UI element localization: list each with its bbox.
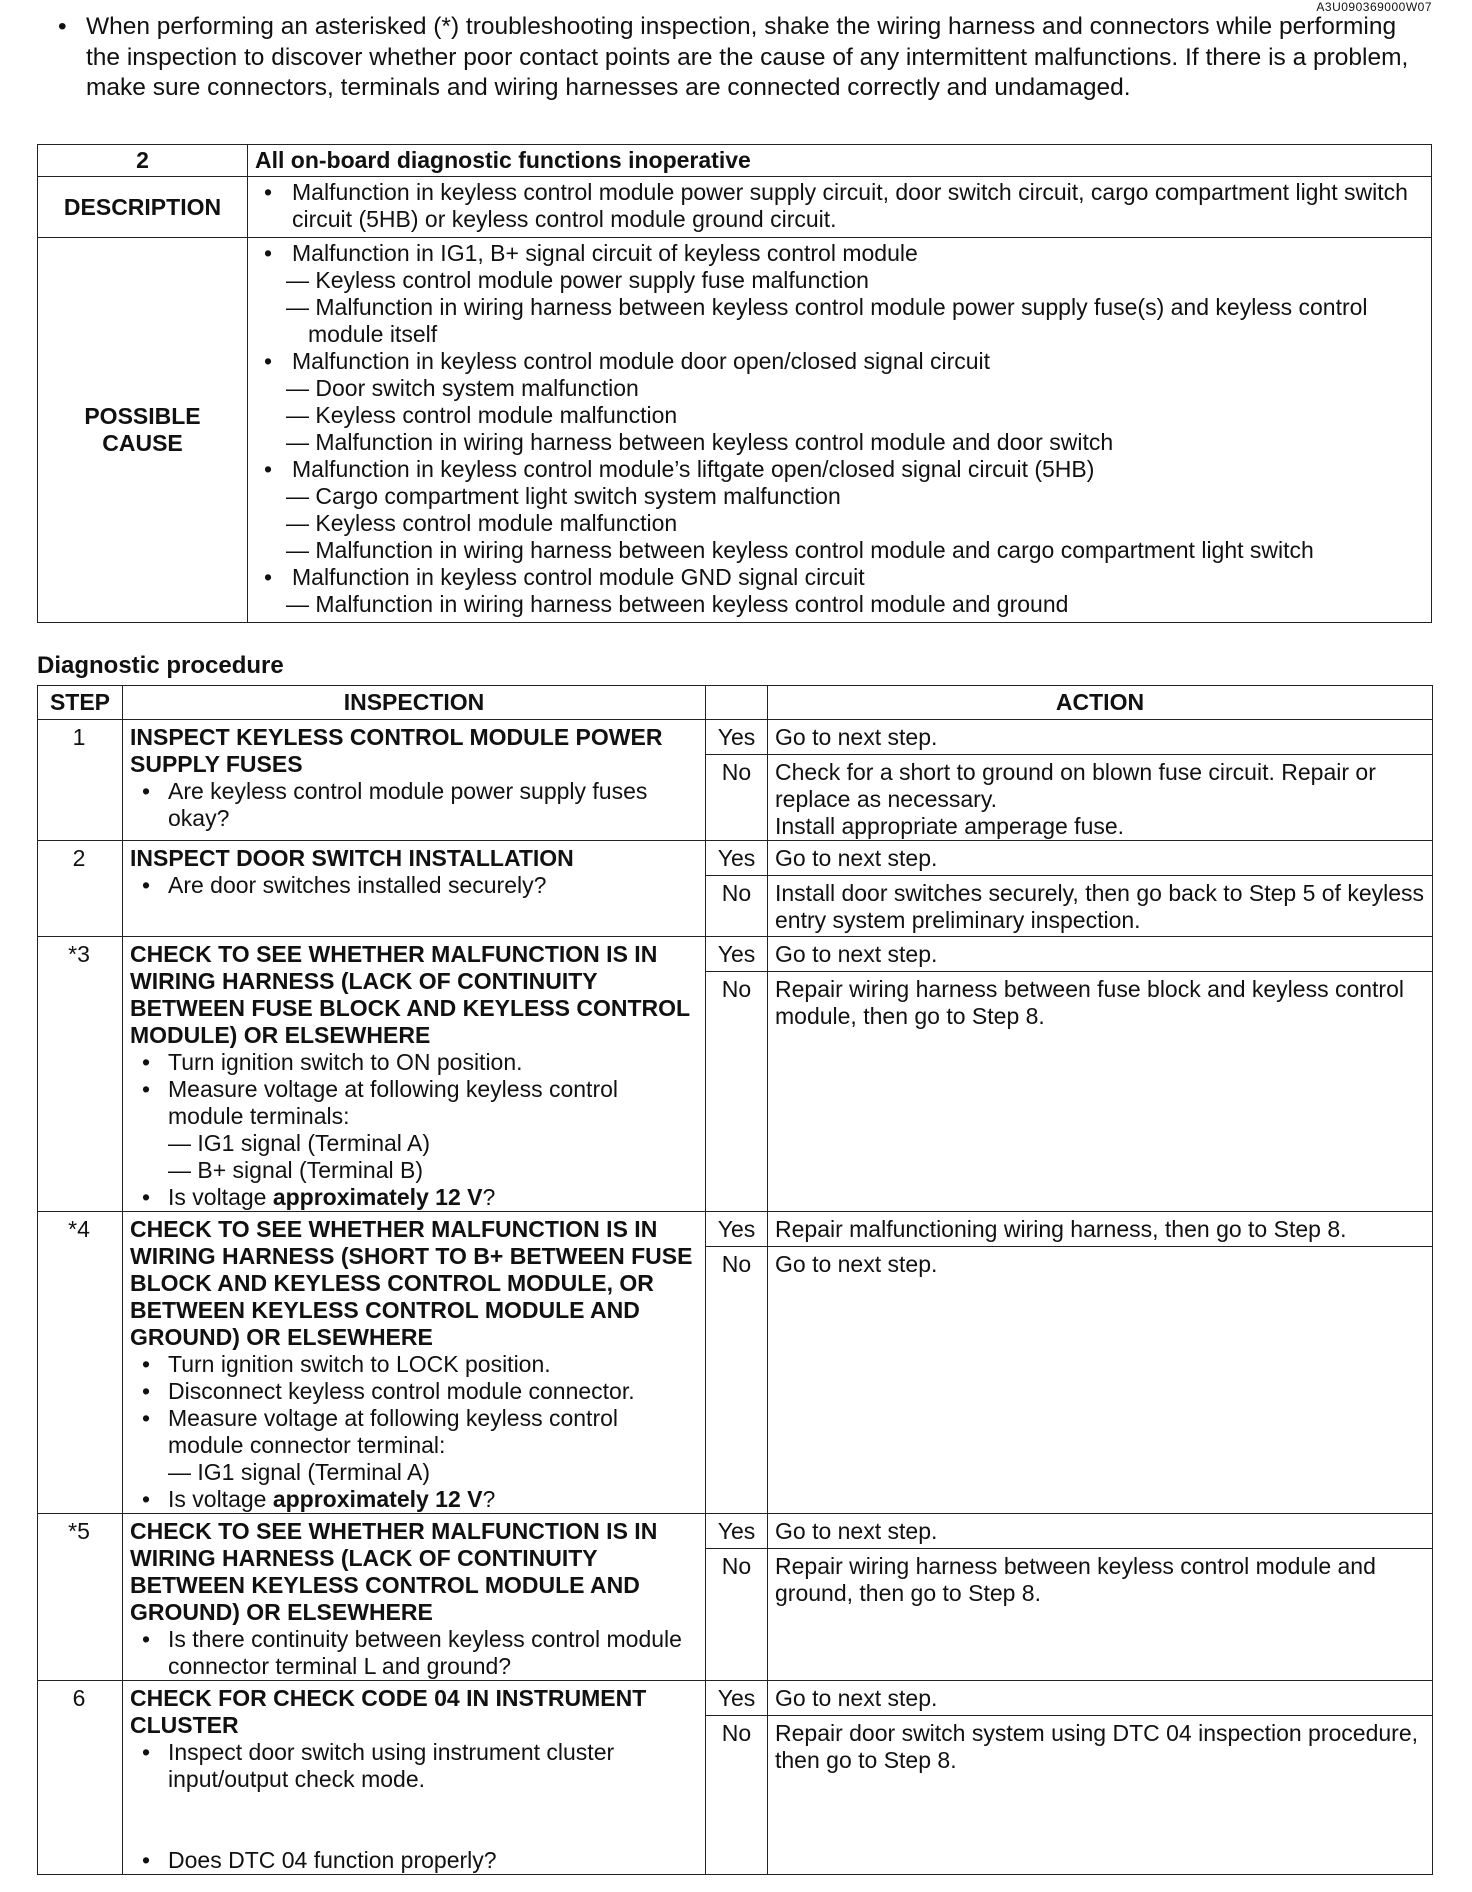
no-action: Go to next step. (768, 1247, 1433, 1514)
possible-cause-row (38, 238, 1432, 623)
inspection-cell (123, 1514, 706, 1681)
header-blank (706, 686, 768, 720)
inspection-title: INSPECT KEYLESS CONTROL MODULE POWER SUPPLY FUSES (130, 724, 663, 777)
bullet-text-end: ? (482, 1486, 496, 1512)
description-label: DESCRIPTION (38, 177, 248, 238)
inspection-bullet: • Turn ignition switch to ON position. (130, 1049, 698, 1076)
yes-label: Yes (706, 937, 768, 972)
description-cell (248, 177, 1432, 238)
inspection-title: INSPECT DOOR SWITCH INSTALLATION (130, 845, 574, 871)
inspection-title: CHECK TO SEE WHETHER MALFUNCTION IS IN WIRING HARNESS (SHORT TO B+ BETWEEN FUSE BLOCK AND KEYLESS CONTROL MODULE, OR BETWEEN KEYLESS CONTROL MODULE AND GROUND) OR ELSEWHERE (130, 1216, 693, 1350)
yes-label: Yes (706, 1514, 768, 1549)
summary-title: All on-board diagnostic functions inoperative (248, 145, 1432, 177)
yes-action: Go to next step. (768, 841, 1433, 876)
header-step: STEP (38, 686, 123, 720)
inspection-sub-item: — B+ signal (Terminal B) (168, 1157, 423, 1183)
possible-cause-cell (248, 238, 1432, 623)
cause-sub-item: — Door switch system malfunction (286, 375, 639, 401)
no-label: No (706, 1716, 768, 1875)
table-row (38, 720, 1433, 755)
bullet-bold-text: approximately 12 V (272, 1184, 483, 1210)
no-action-line: Install appropriate amperage fuse. (775, 813, 1125, 839)
cause-sub-item: — Keyless control module malfunction (286, 510, 678, 536)
inspection-bullet (130, 1486, 698, 1513)
yes-action: Go to next step. (768, 1514, 1433, 1549)
inspection-title: CHECK FOR CHECK CODE 04 IN INSTRUMENT CLUSTER (130, 1685, 647, 1738)
no-action-line: Check for a short to ground on blown fuse circuit. Repair or replace as necessary. (775, 759, 1376, 812)
possible-cause-label (38, 238, 248, 623)
no-label: No (706, 1549, 768, 1681)
document-id: A3U090369000W07 (1316, 0, 1432, 14)
bullet-bold-text: approximately 12 V (272, 1486, 483, 1512)
inspection-bullet: • Measure voltage at following keyless control module terminals: (130, 1076, 698, 1130)
cause-item: • Malfunction in keyless control module GND signal circuit (260, 564, 1424, 591)
step-number: 2 (38, 841, 123, 937)
cause-sub-item: — Malfunction in wiring harness between keyless control module and door switch (286, 429, 1114, 455)
yes-action: Go to next step. (768, 937, 1433, 972)
inspection-bullet: • Does DTC 04 function properly? (130, 1847, 698, 1874)
table-row (38, 841, 1433, 876)
cause-item: • Malfunction in IG1, B+ signal circuit of keyless control module (260, 240, 1424, 267)
intro-note-text: When performing an asterisked (*) troubleshooting inspection, shake the wiring harness and connectors while performing the inspection to discover whether poor contact points are the cause of any intermittent malfunctions. If there is a problem, make sure connectors, terminals and wiring harnesses are connected correctly and undamaged. (86, 13, 1409, 101)
yes-label: Yes (706, 1681, 768, 1716)
no-label: No (706, 755, 768, 841)
table-row (38, 1681, 1433, 1716)
yes-action: Repair malfunctioning wiring harness, then go to Step 8. (768, 1212, 1433, 1247)
yes-action: Go to next step. (768, 1681, 1433, 1716)
summary-table (37, 144, 1432, 623)
inspection-bullet: • Is there continuity between keyless control module connector terminal L and ground? (130, 1626, 698, 1680)
inspection-cell (123, 720, 706, 841)
section-title: Diagnostic procedure (37, 652, 284, 679)
cause-item: • Malfunction in keyless control module door open/closed signal circuit (260, 348, 1424, 375)
step-number: 6 (38, 1681, 123, 1875)
step-number: *4 (38, 1212, 123, 1514)
inspection-sub-item: — IG1 signal (Terminal A) (168, 1130, 431, 1156)
inspection-title: CHECK TO SEE WHETHER MALFUNCTION IS IN WIRING HARNESS (LACK OF CONTINUITY BETWEEN KEYLESS CONTROL MODULE AND GROUND) OR ELSEWHERE (130, 1518, 658, 1625)
bullet-text-end: ? (482, 1184, 496, 1210)
inspection-bullet (130, 1184, 698, 1211)
possible-cause-label-line-1: POSSIBLE (84, 403, 201, 429)
no-label: No (706, 1247, 768, 1514)
inspection-cell (123, 1681, 706, 1875)
step-number: *5 (38, 1514, 123, 1681)
yes-label: Yes (706, 720, 768, 755)
inspection-cell (123, 841, 706, 937)
bullet-icon: • (58, 13, 67, 40)
inspection-bullet: • Are door switches installed securely? (130, 872, 698, 899)
step-number: *3 (38, 937, 123, 1212)
description-row (38, 177, 1432, 238)
table-row (38, 937, 1433, 972)
cause-sub-item: — Malfunction in wiring harness between keyless control module and ground (286, 591, 1069, 617)
inspection-bullet: • Are keyless control module power supply fuses okay? (130, 778, 698, 832)
no-action: Repair door switch system using DTC 04 inspection procedure, then go to Step 8. (768, 1716, 1433, 1875)
no-label: No (706, 972, 768, 1212)
bullet-text: Is voltage (168, 1184, 273, 1210)
procedure-header-row (38, 686, 1433, 720)
table-row (38, 1514, 1433, 1549)
cause-sub-item: — Cargo compartment light switch system malfunction (286, 483, 841, 509)
inspection-cell (123, 937, 706, 1212)
inspection-title: CHECK TO SEE WHETHER MALFUNCTION IS IN WIRING HARNESS (LACK OF CONTINUITY BETWEEN FUSE BLOCK AND KEYLESS CONTROL MODULE) OR ELSEWHERE (130, 941, 690, 1048)
no-label: No (706, 876, 768, 937)
cause-sub-item: — Malfunction in wiring harness between keyless control module power supply fuse(s) and keyless control module itself (286, 294, 1368, 347)
inspection-bullet: • Measure voltage at following keyless control module connector terminal: (130, 1405, 698, 1459)
no-action: Install door switches securely, then go back to Step 5 of keyless entry system preliminary inspection. (768, 876, 1433, 937)
inspection-sub-item: — IG1 signal (Terminal A) (168, 1459, 431, 1485)
header-inspection: INSPECTION (123, 686, 706, 720)
cause-sub-item: — Malfunction in wiring harness between keyless control module and cargo compartment light switch (286, 537, 1314, 563)
cause-sub-item: — Keyless control module malfunction (286, 402, 678, 428)
inspection-bullet: • Disconnect keyless control module connector. (130, 1378, 698, 1405)
procedure-table (37, 685, 1433, 1875)
header-action: ACTION (768, 686, 1433, 720)
inspection-bullet: • Inspect door switch using instrument cluster input/output check mode. (130, 1739, 698, 1793)
inspection-bullet: • Turn ignition switch to LOCK position. (130, 1351, 698, 1378)
spacer (130, 1793, 698, 1847)
inspection-cell (123, 1212, 706, 1514)
description-text: • Malfunction in keyless control module power supply circuit, door switch circuit, cargo compartment light switch circuit (5HB) or keyless control module ground circuit. (260, 179, 1424, 233)
no-action: Repair wiring harness between keyless control module and ground, then go to Step 8. (768, 1549, 1433, 1681)
yes-label: Yes (706, 841, 768, 876)
yes-action: Go to next step. (768, 720, 1433, 755)
step-number: 1 (38, 720, 123, 841)
summary-header-row (38, 145, 1432, 177)
summary-number: 2 (38, 145, 248, 177)
bullet-text: Is voltage (168, 1486, 273, 1512)
possible-cause-label-line-2: CAUSE (102, 430, 183, 456)
no-action: Repair wiring harness between fuse block and keyless control module, then go to Step 8. (768, 972, 1433, 1212)
no-action (768, 755, 1433, 841)
intro-note (58, 12, 1428, 104)
table-row (38, 1212, 1433, 1247)
cause-sub-item: — Keyless control module power supply fuse malfunction (286, 267, 869, 293)
yes-label: Yes (706, 1212, 768, 1247)
cause-item: • Malfunction in keyless control module’s liftgate open/closed signal circuit (5HB) (260, 456, 1424, 483)
